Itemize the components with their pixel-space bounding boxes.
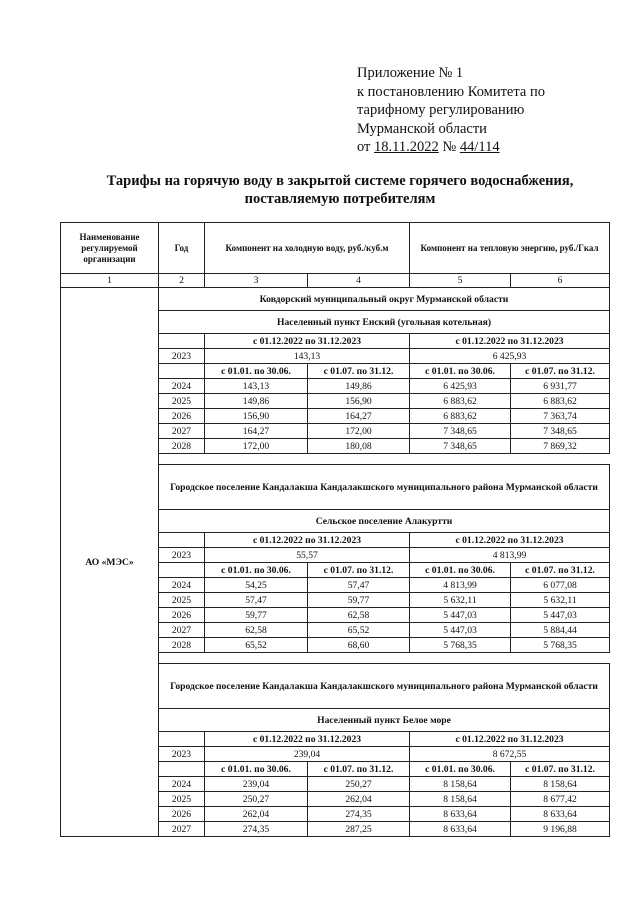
cold-half2-value: 57,47 [308,578,410,593]
heat-half2-value: 5 632,11 [511,593,610,608]
year-cell: 2026 [159,409,205,424]
heat-half1-value: 7 348,65 [410,439,511,454]
cold-half1-value: 149,86 [205,394,308,409]
year-cell: 2027 [159,822,205,837]
heat-half2-value: 8 677,42 [511,792,610,807]
cold-half2-label: с 01.07. по 31.12. [308,563,410,578]
appendix-line: к постановлению Комитета по [357,83,545,100]
column-number-row [61,274,610,288]
column-number: 4 [308,274,410,288]
cold-half1-value: 172,00 [205,439,308,454]
heat-period-label: с 01.12.2022 по 31.12.2023 [410,334,610,349]
district-name: Ковдорский муниципальный округ Мурманской области [159,288,610,311]
title-line-2: поставляемую потребителям [244,191,436,207]
appendix-block [357,64,617,157]
spacer-cell [159,653,610,664]
cold-half1-label: с 01.01. по 30.06. [205,364,308,379]
heat-half2-value: 5 884,44 [511,623,610,638]
appendix-line: Мурманской области [357,120,487,137]
heat-half1-label: с 01.01. по 30.06. [410,762,511,777]
heat-half1-value: 6 883,62 [410,394,511,409]
year-cell: 2025 [159,394,205,409]
cold-half1-label: с 01.01. по 30.06. [205,762,308,777]
heat-half1-label: с 01.01. по 30.06. [410,563,511,578]
heat-value: 8 672,55 [410,747,610,762]
cold-half1-value: 54,25 [205,578,308,593]
cold-period-label: с 01.12.2022 по 31.12.2023 [205,334,410,349]
cold-half2-value: 156,90 [308,394,410,409]
cold-value: 143,13 [205,349,410,364]
cold-half2-value: 274,35 [308,807,410,822]
cold-half2-label: с 01.07. по 31.12. [308,364,410,379]
heat-half2-value: 8 158,64 [511,777,610,792]
heat-half2-value: 6 077,08 [511,578,610,593]
header-cold-water: Компонент на холодную воду, руб./куб.м [205,223,410,274]
district-name: Городское поселение Кандалакша Кандалакшского муниципального района Мурманской области [159,465,610,510]
heat-half2-value: 5 768,35 [511,638,610,653]
heat-half1-value: 5 447,03 [410,623,511,638]
appendix-date: 18.11.2022 [374,139,439,155]
cold-half2-value: 172,00 [308,424,410,439]
cold-half1-value: 62,58 [205,623,308,638]
heat-half2-label: с 01.07. по 31.12. [511,563,610,578]
cold-half1-value: 164,27 [205,424,308,439]
column-number: 2 [159,274,205,288]
cold-half1-value: 59,77 [205,608,308,623]
settlement-name: Населенный пункт Белое море [159,709,610,732]
cold-half1-value: 156,90 [205,409,308,424]
cold-half2-value: 59,77 [308,593,410,608]
heat-half1-value: 6 425,93 [410,379,511,394]
appendix-line: тарифному регулированию [357,102,525,118]
cold-value: 55,57 [205,548,410,563]
year-cell: 2027 [159,623,205,638]
column-number: 6 [511,274,610,288]
cold-half2-value: 287,25 [308,822,410,837]
year-cell: 2025 [159,593,205,608]
heat-half1-value: 8 633,64 [410,822,511,837]
appendix-number-sign: № [438,139,460,155]
cold-half1-value: 262,04 [205,807,308,822]
cold-period-label: с 01.12.2022 по 31.12.2023 [205,732,410,747]
column-number: 5 [410,274,511,288]
cold-half2-value: 250,27 [308,777,410,792]
header-year: Год [159,223,205,274]
year-cell: 2028 [159,638,205,653]
year-cell [159,334,205,349]
heat-half2-value: 7 869,32 [511,439,610,454]
cold-half1-value: 239,04 [205,777,308,792]
cold-half1-value: 274,35 [205,822,308,837]
year-cell: 2024 [159,379,205,394]
heat-half1-value: 6 883,62 [410,409,511,424]
cold-half2-value: 164,27 [308,409,410,424]
cold-half2-value: 65,52 [308,623,410,638]
organization-name: АО «МЭС» [61,288,159,837]
district-name: Городское поселение Кандалакша Кандалакшского муниципального района Мурманской области [159,664,610,709]
heat-half2-value: 5 447,03 [511,608,610,623]
cold-half2-label: с 01.07. по 31.12. [308,762,410,777]
year-cell: 2028 [159,439,205,454]
heat-half1-value: 5 768,35 [410,638,511,653]
year-cell [159,364,205,379]
document-title [60,172,620,208]
tariff-table [60,222,610,837]
appendix-number: 44/114 [459,139,500,155]
year-cell [159,762,205,777]
year-cell: 2023 [159,747,205,762]
year-cell: 2027 [159,424,205,439]
cold-half2-value: 62,58 [308,608,410,623]
heat-period-label: с 01.12.2022 по 31.12.2023 [410,533,610,548]
heat-half2-value: 6 883,62 [511,394,610,409]
heat-half1-value: 8 158,64 [410,777,511,792]
cold-half1-value: 65,52 [205,638,308,653]
heat-period-label: с 01.12.2022 по 31.12.2023 [410,732,610,747]
heat-half1-value: 8 158,64 [410,792,511,807]
settlement-name: Сельское поселение Алакуртти [159,510,610,533]
year-cell: 2025 [159,792,205,807]
cold-value: 239,04 [205,747,410,762]
appendix-from: от [357,139,375,155]
column-number: 1 [61,274,159,288]
table-header-row [61,223,610,274]
cold-half1-value: 57,47 [205,593,308,608]
heat-half1-value: 4 813,99 [410,578,511,593]
cold-half2-value: 180,08 [308,439,410,454]
header-heat: Компонент на тепловую энергию, руб./Гкал [410,223,610,274]
appendix-date-line [357,138,617,157]
year-cell: 2023 [159,548,205,563]
year-cell: 2024 [159,777,205,792]
header-org: Наименование регулируемой организации [61,223,159,274]
cold-half2-value: 68,60 [308,638,410,653]
year-cell: 2026 [159,608,205,623]
heat-half1-value: 8 633,64 [410,807,511,822]
heat-half2-value: 8 633,64 [511,807,610,822]
cold-half1-value: 143,13 [205,379,308,394]
spacer-cell [159,454,610,465]
year-cell: 2023 [159,349,205,364]
heat-half1-value: 5 447,03 [410,608,511,623]
district-row [61,288,610,311]
heat-half2-label: с 01.07. по 31.12. [511,762,610,777]
cold-period-label: с 01.12.2022 по 31.12.2023 [205,533,410,548]
cold-half1-label: с 01.01. по 30.06. [205,563,308,578]
year-cell: 2026 [159,807,205,822]
heat-half1-value: 7 348,65 [410,424,511,439]
heat-half2-label: с 01.07. по 31.12. [511,364,610,379]
appendix-line: Приложение № 1 [357,65,464,81]
year-cell [159,533,205,548]
column-number: 3 [205,274,308,288]
cold-half2-value: 262,04 [308,792,410,807]
heat-half2-value: 7 363,74 [511,409,610,424]
cold-half2-value: 149,86 [308,379,410,394]
title-line-1: Тарифы на горячую воду в закрытой системе горячего водоснабжения, [106,173,574,189]
year-cell: 2024 [159,578,205,593]
heat-value: 4 813,99 [410,548,610,563]
year-cell [159,732,205,747]
heat-half2-value: 6 931,77 [511,379,610,394]
heat-half2-value: 9 196,88 [511,822,610,837]
cold-half1-value: 250,27 [205,792,308,807]
heat-half1-value: 5 632,11 [410,593,511,608]
heat-half1-label: с 01.01. по 30.06. [410,364,511,379]
heat-value: 6 425,93 [410,349,610,364]
heat-half2-value: 7 348,65 [511,424,610,439]
settlement-name: Населенный пункт Енский (угольная котельная) [159,311,610,334]
year-cell [159,563,205,578]
